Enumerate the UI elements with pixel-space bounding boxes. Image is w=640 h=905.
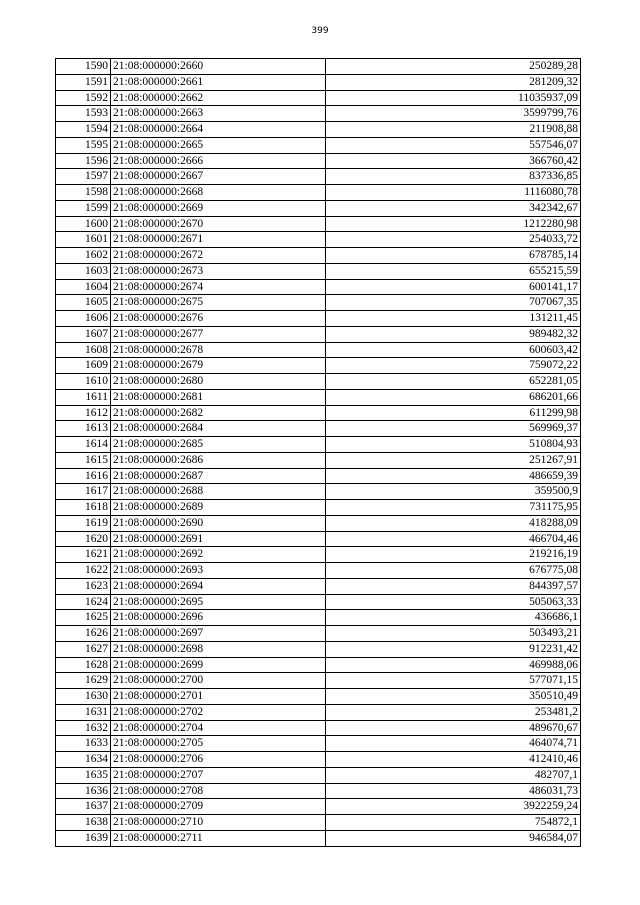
cadastral-number-cell: 21:08:000000:2668 bbox=[111, 185, 326, 201]
cadastral-number-cell: 21:08:000000:2695 bbox=[111, 594, 326, 610]
value-cell: 989482,32 bbox=[326, 326, 581, 342]
table-row bbox=[56, 185, 581, 201]
cadastral-number-cell: 21:08:000000:2669 bbox=[111, 200, 326, 216]
value-cell: 482707,1 bbox=[326, 767, 581, 783]
value-cell: 11035937,09 bbox=[326, 90, 581, 106]
row-number-cell: 1628 bbox=[56, 657, 111, 673]
cadastral-number-cell: 21:08:000000:2700 bbox=[111, 673, 326, 689]
row-number-cell: 1622 bbox=[56, 563, 111, 579]
cadastral-number-cell: 21:08:000000:2665 bbox=[111, 137, 326, 153]
value-cell: 253481,2 bbox=[326, 704, 581, 720]
table-row bbox=[56, 295, 581, 311]
cadastral-number-cell: 21:08:000000:2693 bbox=[111, 563, 326, 579]
cadastral-number-cell: 21:08:000000:2702 bbox=[111, 704, 326, 720]
cadastral-number-cell: 21:08:000000:2673 bbox=[111, 263, 326, 279]
cadastral-number-cell: 21:08:000000:2670 bbox=[111, 216, 326, 232]
value-cell: 436686,1 bbox=[326, 610, 581, 626]
cadastral-number-cell: 21:08:000000:2662 bbox=[111, 90, 326, 106]
value-cell: 611299,98 bbox=[326, 405, 581, 421]
value-cell: 350510,49 bbox=[326, 689, 581, 705]
table-row bbox=[56, 326, 581, 342]
row-number-cell: 1605 bbox=[56, 295, 111, 311]
table-row bbox=[56, 342, 581, 358]
cadastral-number-cell: 21:08:000000:2709 bbox=[111, 799, 326, 815]
row-number-cell: 1609 bbox=[56, 358, 111, 374]
cadastral-number-cell: 21:08:000000:2711 bbox=[111, 830, 326, 846]
cadastral-number-cell: 21:08:000000:2678 bbox=[111, 342, 326, 358]
table-row bbox=[56, 752, 581, 768]
row-number-cell: 1602 bbox=[56, 248, 111, 264]
row-number-cell: 1601 bbox=[56, 232, 111, 248]
table-row bbox=[56, 531, 581, 547]
row-number-cell: 1617 bbox=[56, 484, 111, 500]
cadastral-number-cell: 21:08:000000:2661 bbox=[111, 74, 326, 90]
value-cell: 505063,33 bbox=[326, 594, 581, 610]
value-cell: 557546,07 bbox=[326, 137, 581, 153]
row-number-cell: 1604 bbox=[56, 279, 111, 295]
table-row bbox=[56, 657, 581, 673]
table-row bbox=[56, 720, 581, 736]
value-cell: 652281,05 bbox=[326, 374, 581, 390]
value-cell: 577071,15 bbox=[326, 673, 581, 689]
value-cell: 3599799,76 bbox=[326, 106, 581, 122]
row-number-cell: 1599 bbox=[56, 200, 111, 216]
value-cell: 3922259,24 bbox=[326, 799, 581, 815]
row-number-cell: 1614 bbox=[56, 437, 111, 453]
row-number-cell: 1593 bbox=[56, 106, 111, 122]
value-cell: 489670,67 bbox=[326, 720, 581, 736]
row-number-cell: 1615 bbox=[56, 452, 111, 468]
table-row bbox=[56, 358, 581, 374]
table-row bbox=[56, 200, 581, 216]
row-number-cell: 1638 bbox=[56, 815, 111, 831]
table-row bbox=[56, 216, 581, 232]
row-number-cell: 1607 bbox=[56, 326, 111, 342]
value-cell: 731175,95 bbox=[326, 500, 581, 516]
value-cell: 486659,39 bbox=[326, 468, 581, 484]
row-number-cell: 1634 bbox=[56, 752, 111, 768]
page-number: 399 bbox=[311, 26, 329, 36]
cadastral-number-cell: 21:08:000000:2675 bbox=[111, 295, 326, 311]
table-row bbox=[56, 767, 581, 783]
value-cell: 754872,1 bbox=[326, 815, 581, 831]
row-number-cell: 1636 bbox=[56, 783, 111, 799]
row-number-cell: 1600 bbox=[56, 216, 111, 232]
value-cell: 600603,42 bbox=[326, 342, 581, 358]
cadastral-number-cell: 21:08:000000:2677 bbox=[111, 326, 326, 342]
cadastral-number-cell: 21:08:000000:2704 bbox=[111, 720, 326, 736]
row-number-cell: 1618 bbox=[56, 500, 111, 516]
value-cell: 342342,67 bbox=[326, 200, 581, 216]
row-number-cell: 1629 bbox=[56, 673, 111, 689]
value-cell: 418288,09 bbox=[326, 515, 581, 531]
table-row bbox=[56, 610, 581, 626]
cadastral-number-cell: 21:08:000000:2666 bbox=[111, 153, 326, 169]
value-cell: 912231,42 bbox=[326, 641, 581, 657]
value-cell: 251267,91 bbox=[326, 452, 581, 468]
table-row bbox=[56, 563, 581, 579]
value-cell: 569969,37 bbox=[326, 421, 581, 437]
value-cell: 211908,88 bbox=[326, 122, 581, 138]
value-cell: 600141,17 bbox=[326, 279, 581, 295]
value-cell: 837336,85 bbox=[326, 169, 581, 185]
table-row bbox=[56, 689, 581, 705]
row-number-cell: 1635 bbox=[56, 767, 111, 783]
cadastral-number-cell: 21:08:000000:2701 bbox=[111, 689, 326, 705]
row-number-cell: 1639 bbox=[56, 830, 111, 846]
table-row bbox=[56, 799, 581, 815]
value-cell: 464074,71 bbox=[326, 736, 581, 752]
value-cell: 131211,45 bbox=[326, 311, 581, 327]
table-row bbox=[56, 641, 581, 657]
row-number-cell: 1597 bbox=[56, 169, 111, 185]
table-row bbox=[56, 594, 581, 610]
value-cell: 1116080,78 bbox=[326, 185, 581, 201]
row-number-cell: 1590 bbox=[56, 59, 111, 75]
cadastral-number-cell: 21:08:000000:2694 bbox=[111, 578, 326, 594]
cadastral-number-cell: 21:08:000000:2707 bbox=[111, 767, 326, 783]
cadastral-number-cell: 21:08:000000:2680 bbox=[111, 374, 326, 390]
table-row bbox=[56, 90, 581, 106]
cadastral-number-cell: 21:08:000000:2687 bbox=[111, 468, 326, 484]
table-row bbox=[56, 830, 581, 846]
table-row bbox=[56, 578, 581, 594]
row-number-cell: 1603 bbox=[56, 263, 111, 279]
row-number-cell: 1637 bbox=[56, 799, 111, 815]
table-row bbox=[56, 122, 581, 138]
table-row bbox=[56, 279, 581, 295]
value-cell: 1212280,98 bbox=[326, 216, 581, 232]
cadastral-number-cell: 21:08:000000:2708 bbox=[111, 783, 326, 799]
table-row bbox=[56, 437, 581, 453]
table-row bbox=[56, 515, 581, 531]
cadastral-number-cell: 21:08:000000:2706 bbox=[111, 752, 326, 768]
row-number-cell: 1627 bbox=[56, 641, 111, 657]
table-row bbox=[56, 468, 581, 484]
cadastral-number-cell: 21:08:000000:2696 bbox=[111, 610, 326, 626]
table-row bbox=[56, 547, 581, 563]
value-cell: 219216,19 bbox=[326, 547, 581, 563]
value-cell: 366760,42 bbox=[326, 153, 581, 169]
cadastral-number-cell: 21:08:000000:2682 bbox=[111, 405, 326, 421]
value-cell: 466704,46 bbox=[326, 531, 581, 547]
value-cell: 946584,07 bbox=[326, 830, 581, 846]
row-number-cell: 1616 bbox=[56, 468, 111, 484]
table-row bbox=[56, 311, 581, 327]
cadastral-number-cell: 21:08:000000:2672 bbox=[111, 248, 326, 264]
cadastral-number-cell: 21:08:000000:2688 bbox=[111, 484, 326, 500]
row-number-cell: 1619 bbox=[56, 515, 111, 531]
table-row bbox=[56, 232, 581, 248]
table-row bbox=[56, 263, 581, 279]
row-number-cell: 1613 bbox=[56, 421, 111, 437]
cadastral-number-cell: 21:08:000000:2660 bbox=[111, 59, 326, 75]
table-row bbox=[56, 137, 581, 153]
row-number-cell: 1595 bbox=[56, 137, 111, 153]
cadastral-number-cell: 21:08:000000:2671 bbox=[111, 232, 326, 248]
value-cell: 503493,21 bbox=[326, 626, 581, 642]
table-row bbox=[56, 59, 581, 75]
value-cell: 412410,46 bbox=[326, 752, 581, 768]
data-table bbox=[55, 58, 581, 847]
row-number-cell: 1608 bbox=[56, 342, 111, 358]
cadastral-number-cell: 21:08:000000:2699 bbox=[111, 657, 326, 673]
cadastral-number-cell: 21:08:000000:2692 bbox=[111, 547, 326, 563]
cadastral-number-cell: 21:08:000000:2685 bbox=[111, 437, 326, 453]
cadastral-number-cell: 21:08:000000:2667 bbox=[111, 169, 326, 185]
table-row bbox=[56, 153, 581, 169]
row-number-cell: 1592 bbox=[56, 90, 111, 106]
row-number-cell: 1625 bbox=[56, 610, 111, 626]
row-number-cell: 1631 bbox=[56, 704, 111, 720]
row-number-cell: 1598 bbox=[56, 185, 111, 201]
row-number-cell: 1594 bbox=[56, 122, 111, 138]
table-row bbox=[56, 736, 581, 752]
cadastral-number-cell: 21:08:000000:2689 bbox=[111, 500, 326, 516]
table-row bbox=[56, 389, 581, 405]
row-number-cell: 1591 bbox=[56, 74, 111, 90]
table-row bbox=[56, 169, 581, 185]
table-row bbox=[56, 783, 581, 799]
row-number-cell: 1633 bbox=[56, 736, 111, 752]
cadastral-number-cell: 21:08:000000:2705 bbox=[111, 736, 326, 752]
cadastral-number-cell: 21:08:000000:2691 bbox=[111, 531, 326, 547]
value-cell: 469988,06 bbox=[326, 657, 581, 673]
value-cell: 707067,35 bbox=[326, 295, 581, 311]
value-cell: 686201,66 bbox=[326, 389, 581, 405]
table-row bbox=[56, 405, 581, 421]
table-row bbox=[56, 500, 581, 516]
value-cell: 250289,28 bbox=[326, 59, 581, 75]
cadastral-number-cell: 21:08:000000:2684 bbox=[111, 421, 326, 437]
cadastral-number-cell: 21:08:000000:2681 bbox=[111, 389, 326, 405]
table-row bbox=[56, 452, 581, 468]
value-cell: 486031,73 bbox=[326, 783, 581, 799]
cadastral-number-cell: 21:08:000000:2686 bbox=[111, 452, 326, 468]
row-number-cell: 1611 bbox=[56, 389, 111, 405]
cadastral-number-cell: 21:08:000000:2679 bbox=[111, 358, 326, 374]
table-row bbox=[56, 421, 581, 437]
value-cell: 844397,57 bbox=[326, 578, 581, 594]
row-number-cell: 1626 bbox=[56, 626, 111, 642]
row-number-cell: 1620 bbox=[56, 531, 111, 547]
cadastral-number-cell: 21:08:000000:2663 bbox=[111, 106, 326, 122]
value-cell: 359500,9 bbox=[326, 484, 581, 500]
value-cell: 510804,93 bbox=[326, 437, 581, 453]
cadastral-number-cell: 21:08:000000:2674 bbox=[111, 279, 326, 295]
row-number-cell: 1606 bbox=[56, 311, 111, 327]
value-cell: 759072,22 bbox=[326, 358, 581, 374]
value-cell: 281209,32 bbox=[326, 74, 581, 90]
row-number-cell: 1612 bbox=[56, 405, 111, 421]
cadastral-number-cell: 21:08:000000:2664 bbox=[111, 122, 326, 138]
row-number-cell: 1596 bbox=[56, 153, 111, 169]
value-cell: 678785,14 bbox=[326, 248, 581, 264]
row-number-cell: 1624 bbox=[56, 594, 111, 610]
table-row bbox=[56, 815, 581, 831]
table-row bbox=[56, 673, 581, 689]
table-row bbox=[56, 248, 581, 264]
cadastral-number-cell: 21:08:000000:2690 bbox=[111, 515, 326, 531]
cadastral-number-cell: 21:08:000000:2676 bbox=[111, 311, 326, 327]
table-row bbox=[56, 106, 581, 122]
value-cell: 676775,08 bbox=[326, 563, 581, 579]
row-number-cell: 1621 bbox=[56, 547, 111, 563]
cadastral-number-cell: 21:08:000000:2698 bbox=[111, 641, 326, 657]
value-cell: 254033,72 bbox=[326, 232, 581, 248]
cadastral-number-cell: 21:08:000000:2697 bbox=[111, 626, 326, 642]
table-row bbox=[56, 484, 581, 500]
table-row bbox=[56, 374, 581, 390]
row-number-cell: 1610 bbox=[56, 374, 111, 390]
table-row bbox=[56, 626, 581, 642]
table-body bbox=[56, 59, 581, 847]
table-row bbox=[56, 74, 581, 90]
value-cell: 655215,59 bbox=[326, 263, 581, 279]
row-number-cell: 1632 bbox=[56, 720, 111, 736]
table-row bbox=[56, 704, 581, 720]
cadastral-number-cell: 21:08:000000:2710 bbox=[111, 815, 326, 831]
row-number-cell: 1630 bbox=[56, 689, 111, 705]
row-number-cell: 1623 bbox=[56, 578, 111, 594]
